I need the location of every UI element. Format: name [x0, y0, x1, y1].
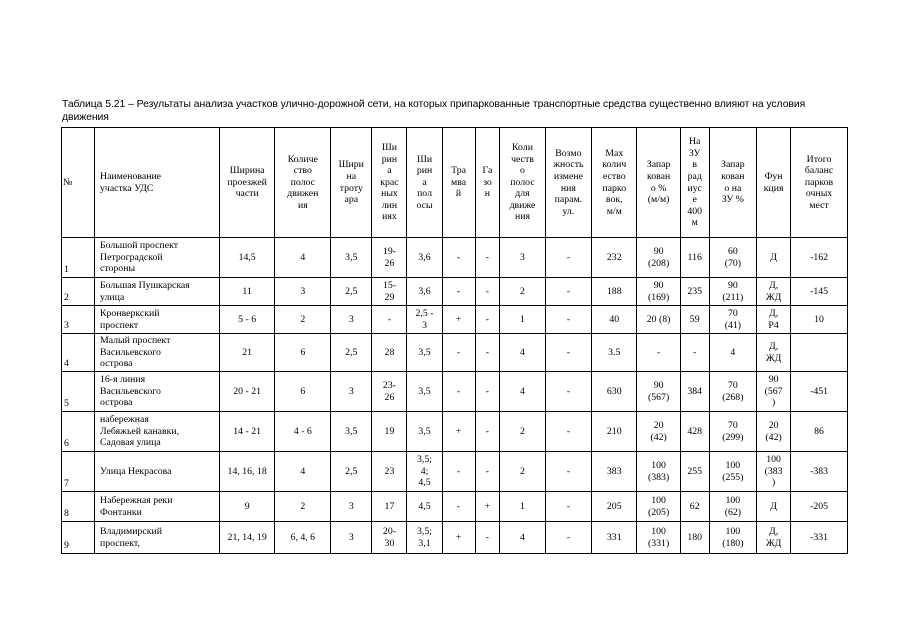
cell-red-lines-width: 15- 29 — [372, 278, 407, 306]
cell-change-possibility: - — [545, 412, 591, 452]
cell-lane-count: 2 — [275, 492, 331, 522]
cell-carriageway-width: 21 — [219, 334, 275, 372]
cell-red-lines-width: 23- 26 — [372, 372, 407, 412]
column-header-traffic-lanes: Коли честв о полос для движе ния — [500, 128, 545, 238]
cell-max-parking: 3.5 — [592, 334, 637, 372]
cell-lane-width: 3,6 — [407, 238, 442, 278]
cell-carriageway-width: 21, 14, 19 — [219, 522, 275, 554]
cell-function: Д — [757, 238, 791, 278]
cell-tram: - — [442, 278, 475, 306]
cell-lawn: - — [475, 412, 500, 452]
cell-row-number: 6 — [62, 412, 95, 452]
cell-carriageway-width: 5 - 6 — [219, 306, 275, 334]
column-header-zu-radius: На ЗУ в рад иус е 400 м — [680, 128, 709, 238]
cell-change-possibility: - — [545, 278, 591, 306]
cell-function: Д, ЖД — [757, 334, 791, 372]
cell-lane-width: 3,5 — [407, 412, 442, 452]
cell-change-possibility: - — [545, 238, 591, 278]
table-row — [62, 522, 848, 554]
cell-parked-zu-percent: 90 (211) — [709, 278, 756, 306]
cell-tram: - — [442, 334, 475, 372]
column-header-lawn: Га зо н — [475, 128, 500, 238]
cell-zu-radius: 428 — [680, 412, 709, 452]
cell-lawn: - — [475, 452, 500, 492]
cell-parked-percent: 90 (208) — [637, 238, 680, 278]
cell-sidewalk-width: 2,5 — [331, 278, 372, 306]
cell-zu-radius: 255 — [680, 452, 709, 492]
cell-zu-radius: 59 — [680, 306, 709, 334]
table-row — [62, 452, 848, 492]
cell-parked-percent: 90 (169) — [637, 278, 680, 306]
cell-balance: -451 — [791, 372, 848, 412]
cell-parked-percent: 100 (205) — [637, 492, 680, 522]
column-header-name: Наименование участка УДС — [95, 128, 220, 238]
table-row — [62, 238, 848, 278]
cell-red-lines-width: 20- 30 — [372, 522, 407, 554]
cell-balance: -162 — [791, 238, 848, 278]
table-row — [62, 278, 848, 306]
cell-parked-percent: 90 (567) — [637, 372, 680, 412]
cell-max-parking: 383 — [592, 452, 637, 492]
cell-row-number: 9 — [62, 522, 95, 554]
cell-zu-radius: 62 — [680, 492, 709, 522]
cell-function: 100 (383 ) — [757, 452, 791, 492]
cell-change-possibility: - — [545, 452, 591, 492]
cell-lane-width: 2,5 - 3 — [407, 306, 442, 334]
cell-row-number: 7 — [62, 452, 95, 492]
cell-tram: + — [442, 412, 475, 452]
cell-function: Д, Р4 — [757, 306, 791, 334]
cell-road-section-name: Большая Пушкарская улица — [95, 278, 220, 306]
cell-tram: - — [442, 372, 475, 412]
cell-lawn: - — [475, 522, 500, 554]
column-header-lane-count: Количе ство полос движен ия — [275, 128, 331, 238]
column-header-function: Фун кция — [757, 128, 791, 238]
cell-change-possibility: - — [545, 492, 591, 522]
cell-traffic-lanes: 1 — [500, 306, 545, 334]
column-header-balance: Итого баланс парков очных мест — [791, 128, 848, 238]
cell-parked-zu-percent: 70 (299) — [709, 412, 756, 452]
column-header-tram: Тра мва й — [442, 128, 475, 238]
cell-parked-percent: 100 (383) — [637, 452, 680, 492]
cell-function: Д, ЖД — [757, 278, 791, 306]
cell-parked-percent: - — [637, 334, 680, 372]
cell-sidewalk-width: 3 — [331, 306, 372, 334]
cell-balance: -383 — [791, 452, 848, 492]
cell-balance: 10 — [791, 306, 848, 334]
cell-function: Д, ЖД — [757, 522, 791, 554]
cell-row-number: 4 — [62, 334, 95, 372]
cell-function: 90 (567 ) — [757, 372, 791, 412]
cell-lane-width: 3,5; 3,1 — [407, 522, 442, 554]
cell-zu-radius: 384 — [680, 372, 709, 412]
table-row — [62, 306, 848, 334]
cell-lane-width: 3,5; 4; 4,5 — [407, 452, 442, 492]
table-header-row — [62, 128, 848, 238]
cell-road-section-name: 16-я линия Васильевского острова — [95, 372, 220, 412]
results-table — [61, 127, 848, 554]
cell-function: 20 (42) — [757, 412, 791, 452]
cell-row-number: 5 — [62, 372, 95, 412]
cell-traffic-lanes: 1 — [500, 492, 545, 522]
cell-parked-percent: 20 (42) — [637, 412, 680, 452]
cell-sidewalk-width: 3 — [331, 492, 372, 522]
cell-carriageway-width: 9 — [219, 492, 275, 522]
cell-red-lines-width: 23 — [372, 452, 407, 492]
cell-lawn: - — [475, 278, 500, 306]
cell-lane-count: 3 — [275, 278, 331, 306]
cell-tram: + — [442, 522, 475, 554]
cell-change-possibility: - — [545, 306, 591, 334]
column-header-parked-percent: Запар кован о % (м/м) — [637, 128, 680, 238]
cell-red-lines-width: - — [372, 306, 407, 334]
cell-parked-zu-percent: 4 — [709, 334, 756, 372]
cell-balance: 86 — [791, 412, 848, 452]
cell-max-parking: 331 — [592, 522, 637, 554]
cell-balance: -205 — [791, 492, 848, 522]
cell-lane-count: 6 — [275, 334, 331, 372]
cell-zu-radius: 180 — [680, 522, 709, 554]
cell-parked-zu-percent: 100 (62) — [709, 492, 756, 522]
cell-parked-zu-percent: 70 (268) — [709, 372, 756, 412]
cell-lawn: - — [475, 372, 500, 412]
cell-traffic-lanes: 4 — [500, 372, 545, 412]
cell-road-section-name: набережная Лебяжьей канавки, Садовая улица — [95, 412, 220, 452]
cell-row-number: 2 — [62, 278, 95, 306]
cell-lane-width: 3,5 — [407, 334, 442, 372]
cell-red-lines-width: 28 — [372, 334, 407, 372]
cell-row-number: 1 — [62, 238, 95, 278]
cell-lane-count: 4 — [275, 238, 331, 278]
cell-max-parking: 210 — [592, 412, 637, 452]
cell-lane-width: 3,5 — [407, 372, 442, 412]
cell-parked-percent: 20 (8) — [637, 306, 680, 334]
cell-road-section-name: Набережная реки Фонтанки — [95, 492, 220, 522]
cell-carriageway-width: 14, 16, 18 — [219, 452, 275, 492]
cell-max-parking: 188 — [592, 278, 637, 306]
cell-zu-radius: 116 — [680, 238, 709, 278]
cell-max-parking: 232 — [592, 238, 637, 278]
cell-traffic-lanes: 2 — [500, 452, 545, 492]
cell-red-lines-width: 19- 26 — [372, 238, 407, 278]
cell-tram: - — [442, 492, 475, 522]
cell-max-parking: 40 — [592, 306, 637, 334]
cell-change-possibility: - — [545, 522, 591, 554]
column-header-max-parking: Мах колич ество парко вок, м/м — [592, 128, 637, 238]
cell-sidewalk-width: 2,5 — [331, 334, 372, 372]
cell-lawn: - — [475, 334, 500, 372]
column-header-sidewalk-width: Шири на троту ара — [331, 128, 372, 238]
cell-red-lines-width: 17 — [372, 492, 407, 522]
cell-carriageway-width: 20 - 21 — [219, 372, 275, 412]
table-row — [62, 372, 848, 412]
cell-tram: - — [442, 238, 475, 278]
cell-change-possibility: - — [545, 334, 591, 372]
cell-sidewalk-width: 2,5 — [331, 452, 372, 492]
cell-carriageway-width: 14 - 21 — [219, 412, 275, 452]
cell-traffic-lanes: 4 — [500, 522, 545, 554]
cell-carriageway-width: 11 — [219, 278, 275, 306]
cell-road-section-name: Большой проспект Петроградской стороны — [95, 238, 220, 278]
cell-sidewalk-width: 3,5 — [331, 238, 372, 278]
cell-traffic-lanes: 4 — [500, 334, 545, 372]
column-header-carriageway-width: Ширина проезжей части — [219, 128, 275, 238]
cell-parked-percent: 100 (331) — [637, 522, 680, 554]
table-caption: Таблица 5.21 – Результаты анализа участков улично-дорожной сети, на которых припаркованные транспортные средства существенно влияют на условия движения — [62, 99, 806, 123]
table-row — [62, 412, 848, 452]
cell-zu-radius: 235 — [680, 278, 709, 306]
cell-tram: - — [442, 452, 475, 492]
cell-tram: + — [442, 306, 475, 334]
cell-parked-zu-percent: 60 (70) — [709, 238, 756, 278]
cell-lane-count: 6 — [275, 372, 331, 412]
cell-road-section-name: Кронверкский проспект — [95, 306, 220, 334]
cell-sidewalk-width: 3,5 — [331, 412, 372, 452]
cell-carriageway-width: 14,5 — [219, 238, 275, 278]
column-header-lane-width: Ши рин а пол осы — [407, 128, 442, 238]
cell-balance: -145 — [791, 278, 848, 306]
cell-traffic-lanes: 2 — [500, 412, 545, 452]
cell-lane-count: 4 — [275, 452, 331, 492]
cell-parked-zu-percent: 70 (41) — [709, 306, 756, 334]
cell-max-parking: 205 — [592, 492, 637, 522]
cell-road-section-name: Улица Некрасова — [95, 452, 220, 492]
column-header-change-possibility: Возмо жность измене ния парам. ул. — [545, 128, 591, 238]
cell-lane-width: 3,6 — [407, 278, 442, 306]
cell-max-parking: 630 — [592, 372, 637, 412]
cell-lawn: - — [475, 238, 500, 278]
column-header-parked-zu-percent: Запар кован о на ЗУ % — [709, 128, 756, 238]
cell-parked-zu-percent: 100 (180) — [709, 522, 756, 554]
cell-lawn: - — [475, 306, 500, 334]
cell-balance — [791, 334, 848, 372]
cell-lane-width: 4,5 — [407, 492, 442, 522]
cell-parked-zu-percent: 100 (255) — [709, 452, 756, 492]
cell-red-lines-width: 19 — [372, 412, 407, 452]
cell-lane-count: 6, 4, 6 — [275, 522, 331, 554]
cell-lawn: + — [475, 492, 500, 522]
column-header-no: № — [62, 128, 95, 238]
table-row — [62, 334, 848, 372]
cell-row-number: 3 — [62, 306, 95, 334]
table-row — [62, 492, 848, 522]
cell-lane-count: 4 - 6 — [275, 412, 331, 452]
cell-zu-radius: - — [680, 334, 709, 372]
cell-change-possibility: - — [545, 372, 591, 412]
cell-sidewalk-width: 3 — [331, 522, 372, 554]
cell-lane-count: 2 — [275, 306, 331, 334]
cell-traffic-lanes: 2 — [500, 278, 545, 306]
cell-traffic-lanes: 3 — [500, 238, 545, 278]
cell-sidewalk-width: 3 — [331, 372, 372, 412]
cell-road-section-name: Малый проспект Васильевского острова — [95, 334, 220, 372]
cell-function: Д — [757, 492, 791, 522]
column-header-red-lines-width: Ши рин а крас ных лин иях — [372, 128, 407, 238]
cell-road-section-name: Владимирский проспект, — [95, 522, 220, 554]
cell-balance: -331 — [791, 522, 848, 554]
cell-row-number: 8 — [62, 492, 95, 522]
